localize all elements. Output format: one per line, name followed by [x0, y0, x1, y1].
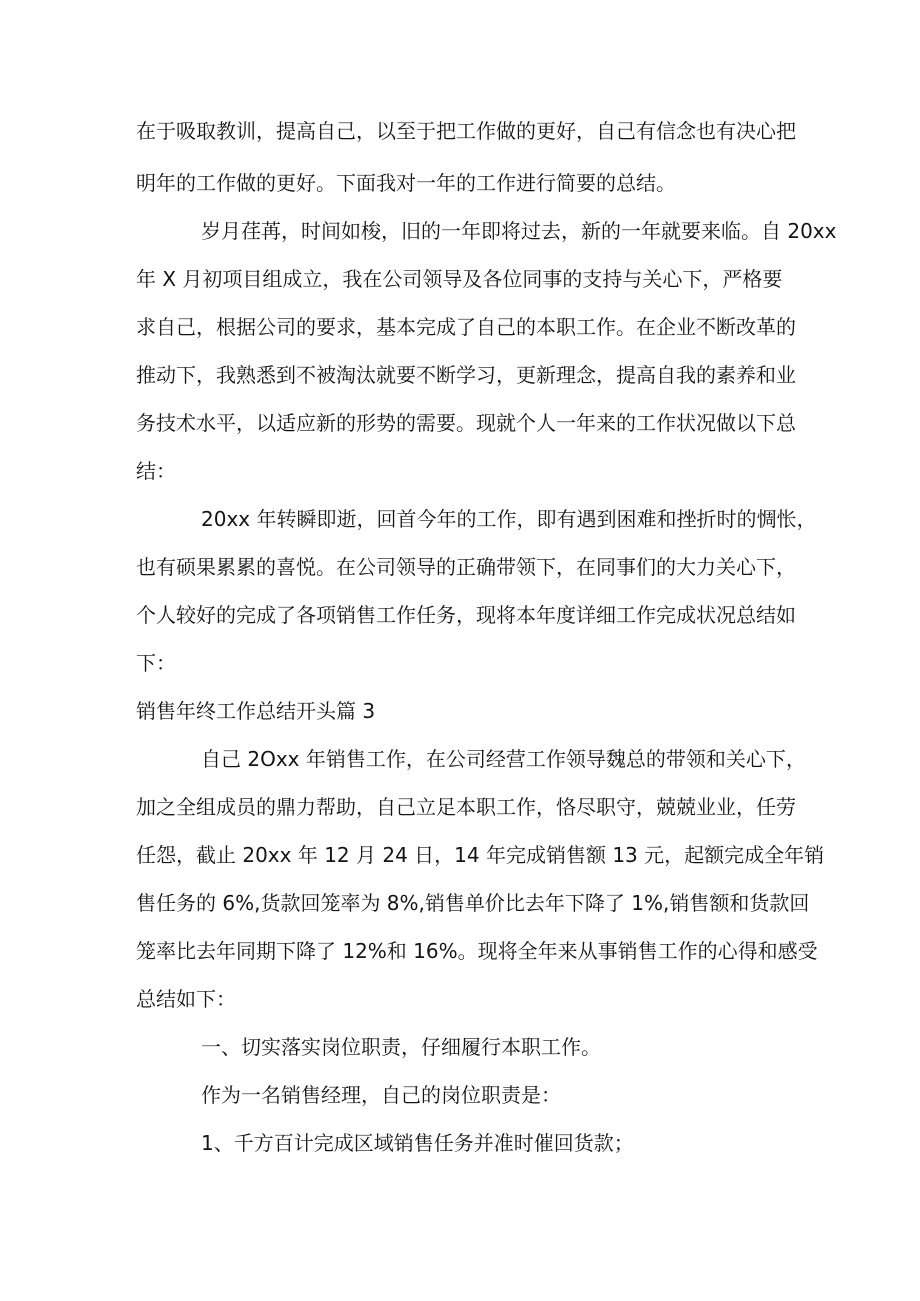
body-text-line: 在于吸取教训，提高自己，以至于把工作做的更好，自己有信念也有决心把 — [136, 119, 796, 143]
body-text-line: 总结如下： — [136, 987, 236, 1011]
paragraph-first-line: 20xx 年转瞬即逝，回首今年的工作，即有遇到困难和挫折时的惆怅， — [201, 507, 817, 531]
body-text-line: 售任务的 6%,货款回笼率为 8%,销售单价比去年下降了 1%,销售额和货款回 — [136, 891, 810, 915]
paragraph-first-line: 自己 2Oxx 年销售工作，在公司经营工作领导魏总的带领和关心下， — [201, 747, 806, 771]
paragraph-first-line: 作为一名销售经理，自己的岗位职责是： — [201, 1083, 561, 1107]
body-text-line: 明年的工作做的更好。下面我对一年的工作进行简要的总结。 — [136, 171, 676, 195]
body-text-line: 个人较好的完成了各项销售工作任务，现将本年度详细工作完成状况总结如 — [136, 603, 796, 627]
body-text-line: 年 X 月初项目组成立，我在公司领导及各位同事的支持与关心下，严格要 — [136, 267, 783, 291]
body-text-line: 加之全组成员的鼎力帮助，自己立足本职工作，恪尽职守，兢兢业业，任劳 — [136, 795, 796, 819]
body-text-line: 推动下，我熟悉到不被淘汰就要不断学习，更新理念，提高自我的素养和业 — [136, 363, 796, 387]
numbered-heading: 一、切实落实岗位职责，仔细履行本职工作。 — [201, 1035, 601, 1059]
body-text-line: 笼率比去年同期下降了 12%和 16%。现将全年来从事销售工作的心得和感受 — [136, 939, 818, 963]
body-text-line: 求自己，根据公司的要求，基本完成了自己的本职工作。在企业不断改革的 — [136, 315, 796, 339]
body-text-line: 务技术水平，以适应新的形势的需要。现就个人一年来的工作状况做以下总 — [136, 411, 796, 435]
body-text-line: 结： — [136, 459, 176, 483]
paragraph-first-line: 岁月荏苒，时间如梭，旧的一年即将过去，新的一年就要来临。自 20xx — [201, 219, 837, 243]
list-item: 1、千方百计完成区域销售任务并准时催回货款； — [201, 1131, 634, 1155]
body-text-line: 也有硕果累累的喜悦。在公司领导的正确带领下，在同事们的大力关心下， — [136, 555, 796, 579]
section-heading: 销售年终工作总结开头篇 3 — [136, 699, 376, 723]
body-text-line: 任怨，截止 20xx 年 12 月 24 日，14 年完成销售额 13 元，起额完成全年销 — [136, 843, 825, 867]
body-text-line: 下： — [136, 651, 176, 675]
